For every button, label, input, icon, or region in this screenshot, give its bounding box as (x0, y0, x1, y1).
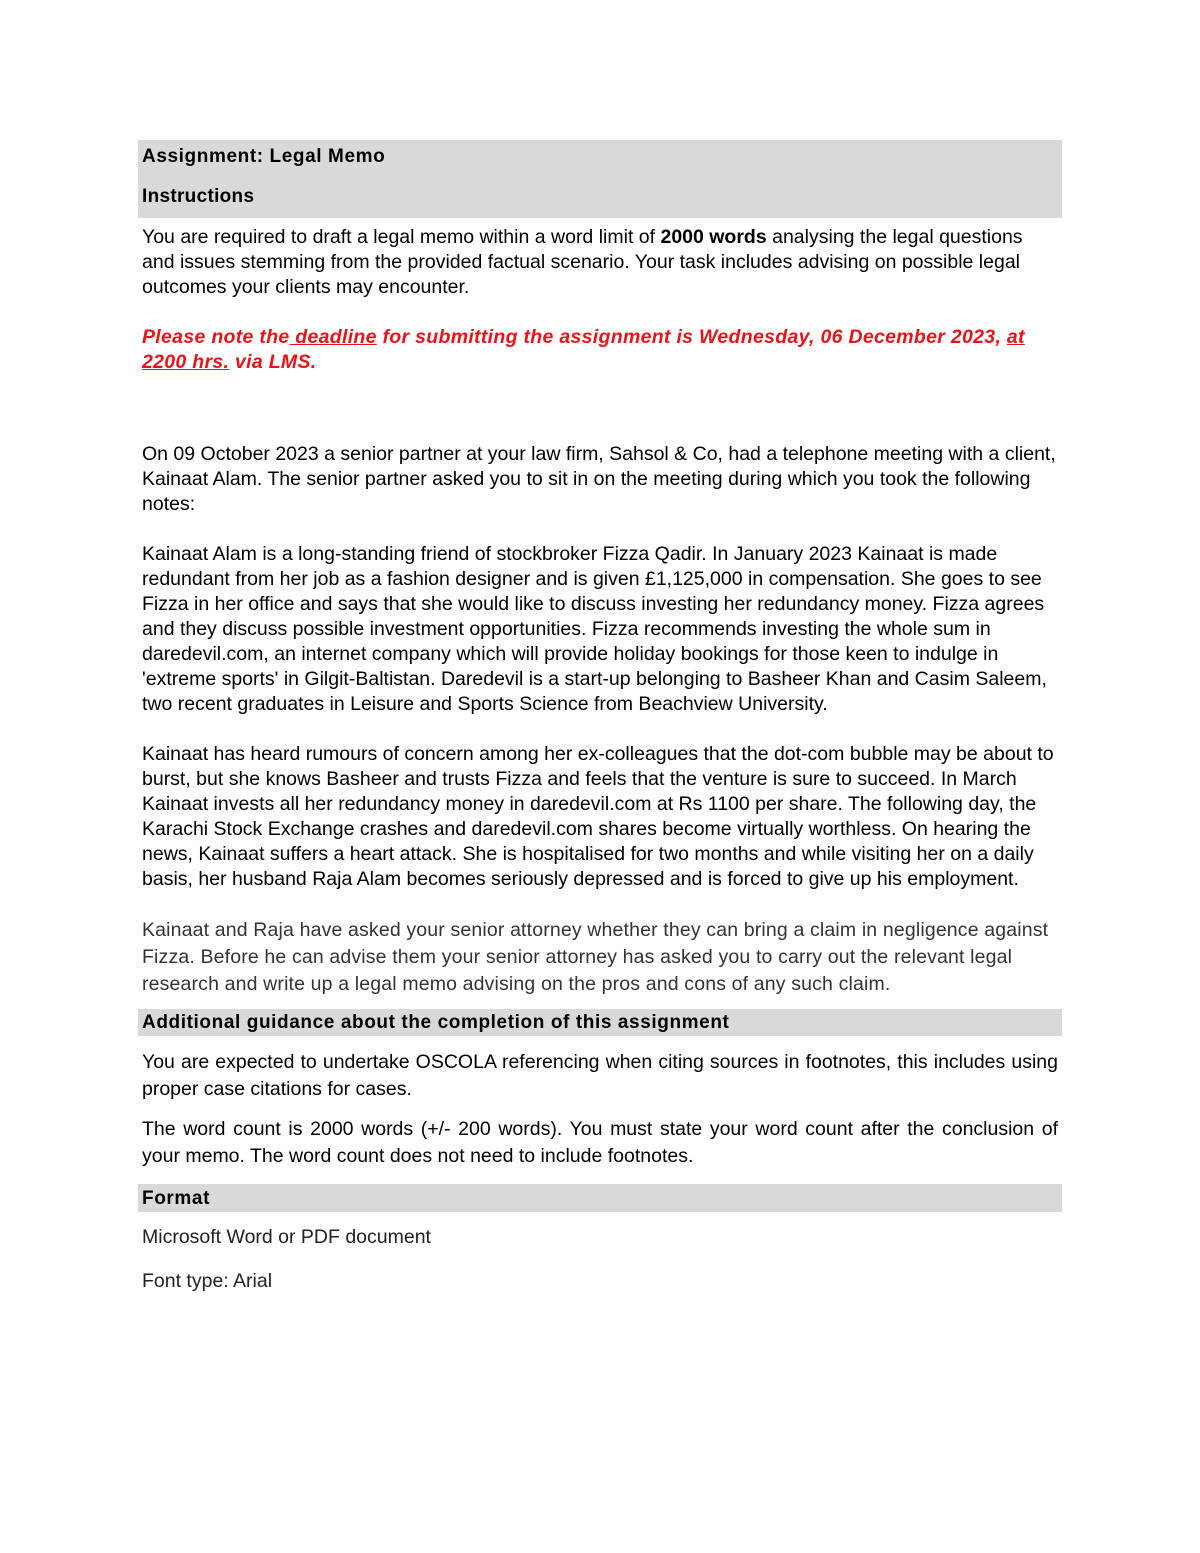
deadline-text-2: for submitting the assignment is Wednesday, 06 December 2023, (376, 326, 1007, 348)
scenario-paragraph-2: Kainaat Alam is a long-standing friend of stockbroker Fizza Qadir. In January 2023 Kainaat is made redundant from her job as a fashion designer and is given £1,125,000 in compensation. She goes to see Fizza in her office and says that she would like to discuss investing her redundancy money. Fizza agrees and they discuss possible investment opportunities. Fizza recommends investing the whole sum in daredevil.com, an internet company which will provide holiday bookings for those keen to indulge in 'extreme sports' in Gilgit-Baltistan. Daredevil is a start-up belonging to Basheer Khan and Casim Saleem, two recent graduates in Leisure and Sports Science from Beachview University. (142, 543, 1047, 715)
instructions-heading: Instructions (142, 186, 255, 207)
deadline-word: deadline (289, 326, 377, 348)
deadline-text-1: Please note the (142, 326, 290, 348)
format-line-1: Microsoft Word or PDF document (142, 1226, 431, 1248)
document-page (138, 140, 1062, 1294)
instructions-text-2: analysing the legal questions and issues stemming from the provided factual scenario. Your task includes advising on possible legal outcomes your clients may encounter. (142, 226, 1023, 298)
deadline-notice (142, 325, 1058, 375)
guidance-paragraph-1: You are expected to undertake OSCOLA referencing when citing sources in footnotes, this includes using proper case citations for cases. (142, 1051, 1058, 1100)
document-title: Assignment: Legal Memo (142, 146, 386, 167)
deadline-text-3: via LMS. (229, 351, 317, 373)
instructions-paragraph (142, 225, 1058, 300)
scenario-paragraph-1: On 09 October 2023 a senior partner at your law firm, Sahsol & Co, had a telephone meeting with a client, Kainaat Alam. The senior partner asked you to sit in on the meeting during which you took the following notes: (142, 443, 1056, 515)
word-limit: 2000 words (660, 226, 767, 248)
title-band (138, 140, 1062, 218)
scenario-paragraph-4: Kainaat and Raja have asked your senior attorney whether they can bring a claim in negligence against Fizza. Before he can advise them your senior attorney has asked you to carry out the relevant legal research and write up a legal memo advising on the pros and cons of any such claim. (142, 919, 1049, 995)
guidance-paragraph-2: The word count is 2000 words (+/- 200 words). You must state your word count after the conclusion of your memo. The word count does not need to include footnotes. (142, 1118, 1058, 1167)
format-line-2: Font type: Arial (142, 1270, 273, 1292)
scenario-paragraph-3: Kainaat has heard rumours of concern among her ex-colleagues that the dot-com bubble may be about to burst, but she knows Basheer and trusts Fizza and feels that the venture is sure to succeed. In March Kainaat invests all her redundancy money in daredevil.com at Rs 1100 per share. The following day, the Karachi Stock Exchange crashes and daredevil.com shares become virtually worthless. On hearing the news, Kainaat suffers a heart attack. She is hospitalised for two months and while visiting her on a daily basis, her husband Raja Alam becomes seriously depressed and is forced to give up his employment. (142, 743, 1054, 890)
deadline-time: at 2200 hrs. (142, 326, 1025, 373)
guidance-heading: Additional guidance about the completion of this assignment (138, 1009, 1062, 1036)
format-heading: Format (138, 1184, 1062, 1212)
instructions-text-1: You are required to draft a legal memo within a word limit of (142, 226, 661, 248)
